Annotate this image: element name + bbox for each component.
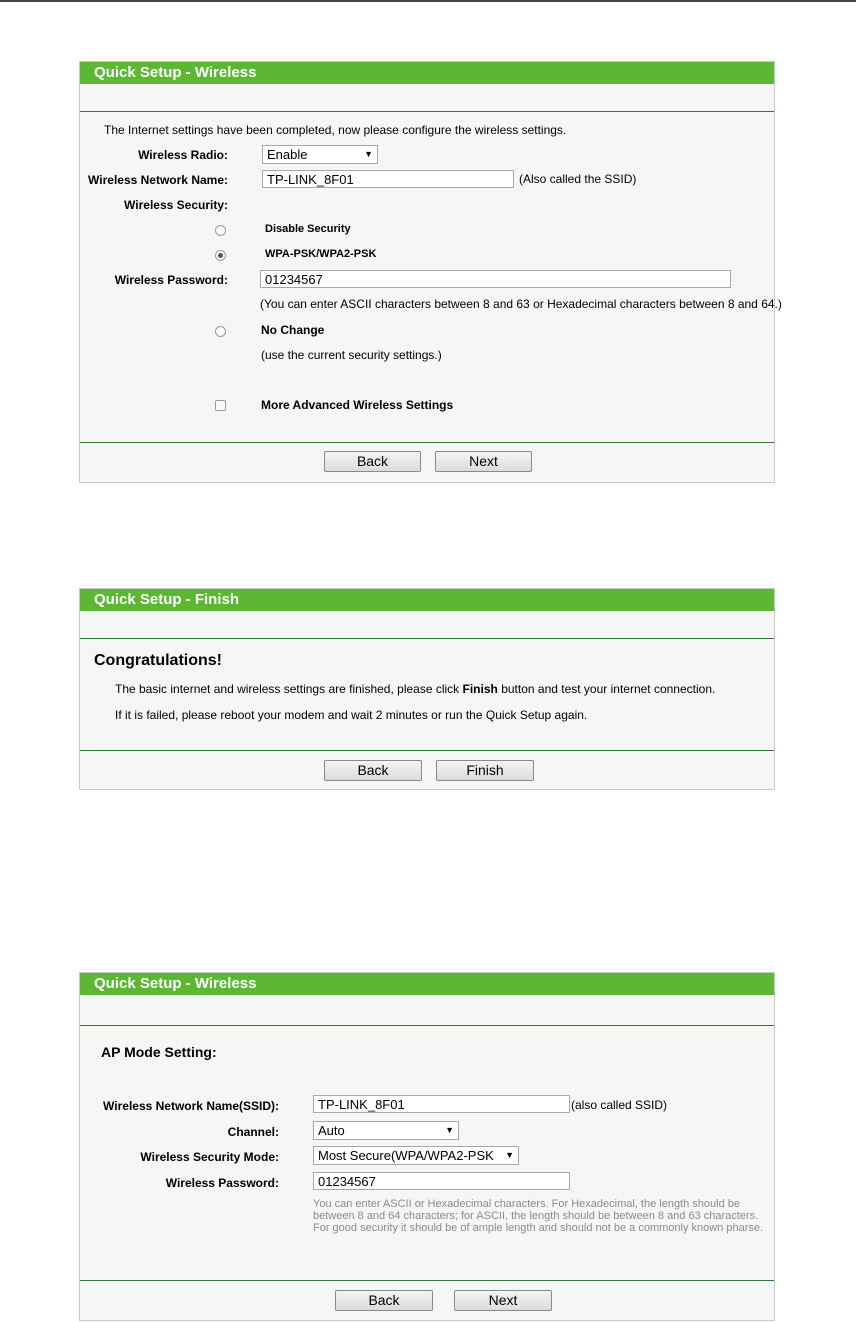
ssid-label: Wireless Network Name(SSID): bbox=[103, 1099, 279, 1113]
header-divider bbox=[80, 638, 774, 639]
ssid-hint: (also called SSID) bbox=[571, 1098, 668, 1112]
ssid-hint: (Also called the SSID) bbox=[519, 172, 637, 186]
password-help-text: You can enter ASCII or Hexadecimal characters. For Hexadecimal, the length should be between 8 and 64 characters; for ASCII, the length should be between 8 and 63 characters. For good security it should be of ample length and should not be a commonly known pharse. bbox=[313, 1198, 764, 1234]
failure-instructions: If it is failed, please reboot your modem and wait 2 minutes or run the Quick Setup again. bbox=[115, 708, 588, 722]
wireless-security-label: Wireless Security: bbox=[124, 198, 228, 212]
next-button[interactable]: Next bbox=[454, 1290, 552, 1311]
wireless-password-label: Wireless Password: bbox=[114, 273, 228, 287]
channel-select[interactable] bbox=[313, 1121, 459, 1140]
no-change-hint: (use the current security settings.) bbox=[261, 348, 442, 362]
footer-divider bbox=[80, 1280, 774, 1281]
ssid-input[interactable] bbox=[313, 1095, 570, 1113]
ap-password-label: Wireless Password: bbox=[165, 1176, 279, 1190]
back-button[interactable]: Back bbox=[335, 1290, 433, 1311]
ap-password-input[interactable] bbox=[313, 1172, 570, 1190]
next-button[interactable]: Next bbox=[435, 451, 532, 472]
security-mode-label: Wireless Security Mode: bbox=[140, 1150, 279, 1164]
wpa-psk-label: WPA-PSK/WPA2-PSK bbox=[265, 248, 377, 260]
back-button[interactable]: Back bbox=[324, 760, 422, 781]
finish-instructions bbox=[115, 682, 715, 696]
back-button[interactable]: Back bbox=[324, 451, 421, 472]
network-name-input[interactable] bbox=[262, 170, 514, 188]
disable-security-label: Disable Security bbox=[265, 223, 351, 235]
wireless-radio-label: Wireless Radio: bbox=[138, 148, 228, 162]
security-mode-select[interactable] bbox=[313, 1146, 519, 1165]
header-divider bbox=[80, 111, 774, 112]
wireless-radio-select[interactable] bbox=[262, 145, 378, 164]
top-border bbox=[0, 0, 856, 2]
security-mode-value: Most Secure(WPA/WPA2-PSK bbox=[318, 1148, 494, 1163]
intro-text: The Internet settings have been completed, now please configure the wireless settings. bbox=[104, 123, 567, 137]
finish-text-post: button and test your internet connection. bbox=[497, 682, 716, 696]
wireless-password-input[interactable] bbox=[260, 270, 731, 288]
advanced-settings-checkbox[interactable] bbox=[215, 400, 226, 411]
panel-title: Quick Setup - Wireless bbox=[80, 62, 774, 84]
channel-value: Auto bbox=[318, 1123, 345, 1138]
quick-setup-wireless-panel bbox=[79, 61, 782, 483]
password-hint: (You can enter ASCII characters between 8 and 63 or Hexadecimal characters between 8 and 64.) bbox=[260, 297, 782, 311]
triangle-down-icon: ▼ bbox=[364, 149, 373, 159]
congratulations-heading: Congratulations! bbox=[94, 652, 222, 669]
finish-button[interactable]: Finish bbox=[436, 760, 534, 781]
triangle-down-icon: ▼ bbox=[505, 1150, 514, 1160]
footer-divider bbox=[80, 750, 774, 751]
advanced-settings-label: More Advanced Wireless Settings bbox=[261, 398, 454, 412]
finish-text-bold: Finish bbox=[462, 682, 498, 696]
wireless-radio-value: Enable bbox=[267, 147, 308, 162]
panel-title: Quick Setup - Wireless bbox=[80, 973, 774, 995]
wpa-psk-radio[interactable] bbox=[215, 250, 226, 261]
channel-label: Channel: bbox=[227, 1125, 279, 1139]
no-change-radio[interactable] bbox=[215, 326, 226, 337]
finish-text-pre: The basic internet and wireless settings are finished, please click bbox=[115, 682, 463, 696]
quick-setup-ap-mode-panel bbox=[79, 972, 775, 1321]
footer-divider bbox=[80, 442, 774, 443]
ap-mode-heading: AP Mode Setting: bbox=[101, 1044, 217, 1060]
triangle-down-icon: ▼ bbox=[445, 1125, 454, 1135]
disable-security-radio[interactable] bbox=[215, 225, 226, 236]
no-change-label: No Change bbox=[261, 323, 325, 337]
quick-setup-finish-panel bbox=[79, 588, 775, 790]
panel-title: Quick Setup - Finish bbox=[80, 589, 774, 611]
header-divider bbox=[80, 1025, 774, 1026]
network-name-label: Wireless Network Name: bbox=[88, 173, 228, 187]
